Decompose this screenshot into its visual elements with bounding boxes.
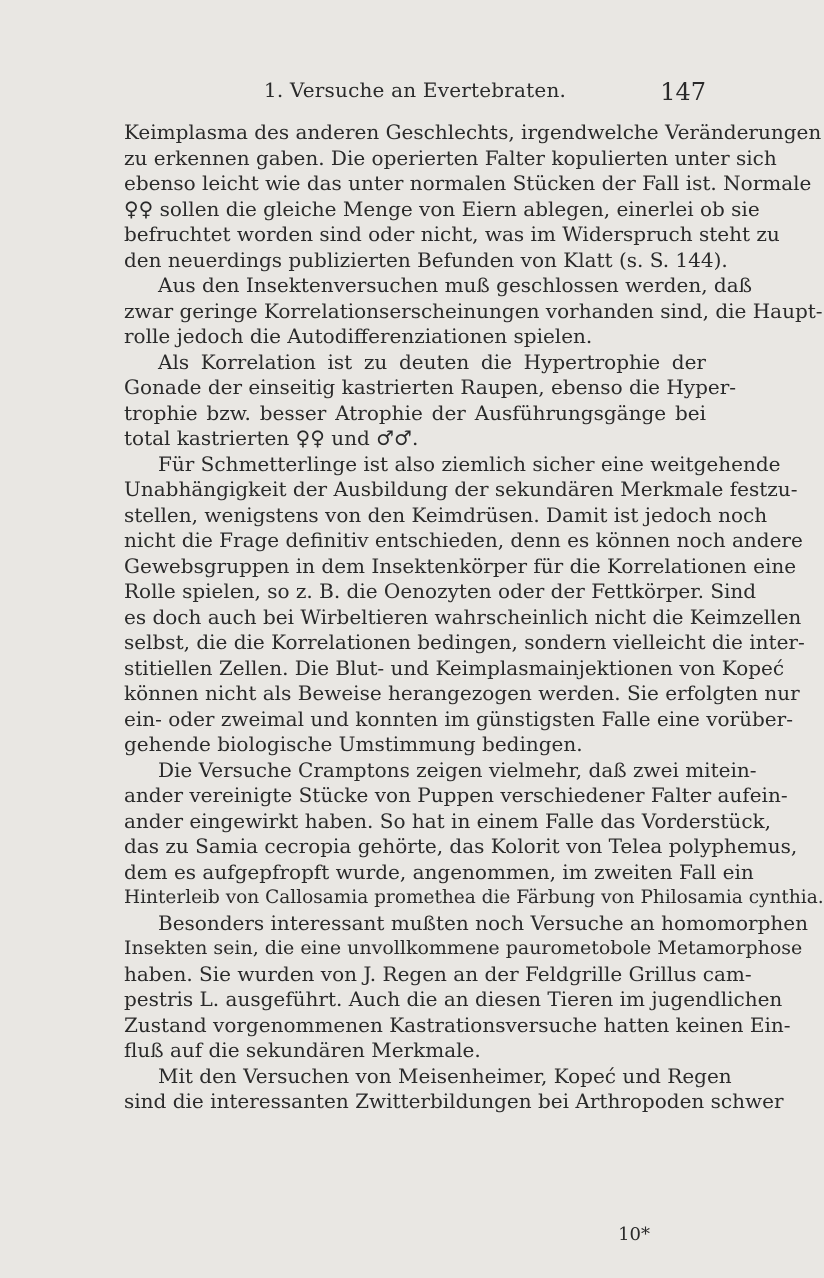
text-line: Mit den Versuchen von Meisenheimer, Kopeć und Regen <box>158 1063 732 1088</box>
text-line: Die Versuche Cramptons zeigen vielmehr, daß zwei mitein- <box>158 757 757 782</box>
text-line: ein- oder zweimal und konnten im günstigsten Falle eine vorüber- <box>124 706 793 731</box>
text-line: Besonders interessant mußten noch Versuche an homomorphen <box>158 910 808 935</box>
text-line: Zustand vorgenommenen Kastrationsversuche hatten keinen Ein- <box>124 1012 791 1037</box>
signature-mark: 10* <box>618 1224 650 1245</box>
text-line: Keimplasma des anderen Geschlechts, irgendwelche Veränderungen <box>124 120 822 144</box>
text-line: nicht die Frage definitiv entschieden, denn es können noch andere <box>124 528 803 552</box>
text-line: dem es aufgepfropft wurde, angenommen, im zweiten Fall ein <box>124 859 754 884</box>
text-line: Unabhängigkeit der Ausbildung der sekundären Merkmale festzu- <box>124 477 798 501</box>
text-line: trophie bzw. besser Atrophie der Ausführungsgänge bei <box>124 400 706 425</box>
text-line: können nicht als Beweise herangezogen werden. Sie erfolgten nur <box>124 681 800 705</box>
text-line: total kastrierten ♀♀ und ♂♂. <box>124 426 419 450</box>
body-text <box>124 120 824 1115</box>
text-line: zu erkennen gaben. Die operierten Falter kopulierten unter sich <box>124 145 777 170</box>
text-line: ♀♀ sollen die gleiche Menge von Eiern ablegen, einerlei ob sie <box>124 196 760 221</box>
text-line: Als Korrelation ist zu deuten die Hypertrophie der <box>158 349 706 374</box>
text-line: haben. Sie wurden von J. Regen an der Feldgrille Grillus cam- <box>124 961 752 986</box>
text-line: zwar geringe Korrelationserscheinungen vorhanden sind, die Haupt- <box>124 298 823 323</box>
text-line: Hinterleib von Callosamia promethea die Färbung von Philosamia cynthia. <box>124 887 824 908</box>
text-line: Gewebsgruppen in dem Insektenkörper für die Korrelationen eine <box>124 553 797 578</box>
text-line: Gonade der einseitig kastrierten Raupen, ebenso die Hyper- <box>124 375 737 399</box>
text-line: Aus den Insektenversuchen muß geschlossen werden, daß <box>158 273 752 297</box>
page-header <box>124 78 706 112</box>
text-line: fluß auf die sekundären Merkmale. <box>124 1038 481 1062</box>
text-line: rolle jedoch die Autodifferenziationen spielen. <box>124 324 593 348</box>
text-line: den neuerdings publizierten Befunden von Klatt (s. S. 144). <box>124 247 728 272</box>
text-line: es doch auch bei Wirbeltieren wahrscheinlich nicht die Keimzellen <box>124 604 802 629</box>
text-line: Rolle spielen, so z. B. die Oenozyten oder der Fettkörper. Sind <box>124 579 757 603</box>
text-line: sind die interessanten Zwitterbildungen bei Arthropoden schwer <box>124 1089 784 1113</box>
text-line: gehende biologische Umstimmung bedingen. <box>124 732 583 756</box>
text-line: Insekten sein, die eine unvollkommene paurometobole Metamorphose <box>124 937 803 959</box>
running-title: 1. Versuche an Evertebraten. <box>263 78 567 102</box>
text-line: befruchtet worden sind oder nicht, was im Widerspruch steht zu <box>124 222 780 246</box>
text-line: ebenso leicht wie das unter normalen Stücken der Fall ist. Normale <box>124 171 812 195</box>
text-line: ander eingewirkt haben. So hat in einem Falle das Vorderstück, <box>124 808 771 833</box>
text-line: stellen, wenigstens von den Keimdrüsen. Damit ist jedoch noch <box>124 502 768 527</box>
page-number: 147 <box>660 78 706 106</box>
text-line: ander vereinigte Stücke von Puppen verschiedener Falter aufein- <box>124 783 788 807</box>
text-line: Für Schmetterlinge ist also ziemlich sicher eine weitgehende <box>158 451 781 476</box>
text-line: stitiellen Zellen. Die Blut- und Keimplasmainjektionen von Kopeć <box>124 655 785 680</box>
text-line: das zu Samia cecropia gehörte, das Kolorit von Telea polyphemus, <box>124 834 798 858</box>
text-line: selbst, die die Korrelationen bedingen, sondern vielleicht die inter- <box>124 630 805 654</box>
text-line: pestris L. ausgeführt. Auch die an diesen Tieren im jugendlichen <box>124 987 783 1011</box>
